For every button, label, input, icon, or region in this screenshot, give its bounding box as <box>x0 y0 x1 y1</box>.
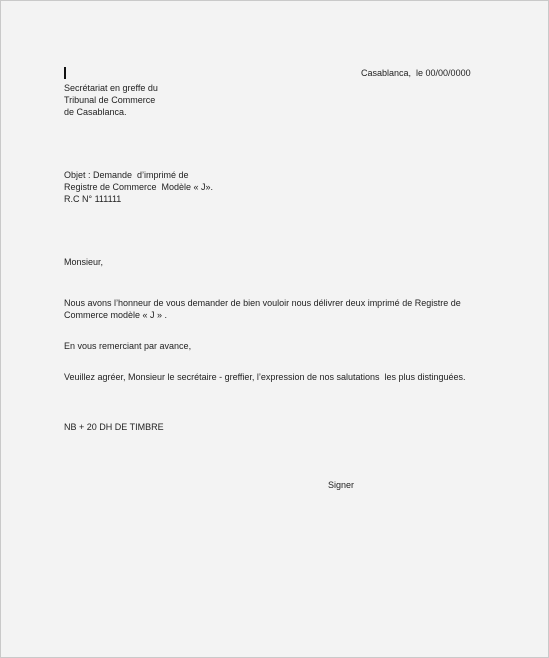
nb-text: NB + 20 DH DE TIMBRE <box>64 422 164 432</box>
thanks-paragraph <box>64 340 191 352</box>
body-line: Nous avons l’honneur de vous demander de bien vouloir nous délivrer deux imprimé de Registre de <box>64 298 461 308</box>
object-line: R.C N° 111111 <box>64 194 122 204</box>
object-block <box>64 169 213 205</box>
object-line: Registre de Commerce Modèle « J». <box>64 182 214 192</box>
object-line: Objet : Demande d’imprimé de <box>64 170 189 180</box>
recipient-address <box>64 82 158 118</box>
salutation <box>64 256 103 268</box>
salutation-text: Monsieur, <box>64 257 104 267</box>
nb-note <box>64 421 164 433</box>
place-date: Casablanca, le 00/00/0000 <box>361 68 471 78</box>
recipient-line: Secrétariat en greffe du <box>64 83 158 93</box>
signature-label: Signer <box>328 480 355 490</box>
recipient-line: Tribunal de Commerce <box>64 95 156 105</box>
thanks-text: En vous remerciant par avance, <box>64 341 192 351</box>
text-cursor <box>64 67 66 79</box>
closing-text: Veuillez agréer, Monsieur le secrétaire - greffier, l’expression de nos salutations les plus distinguées. <box>64 372 466 382</box>
recipient-line: de Casablanca. <box>64 107 127 117</box>
body-line: Commerce modèle « J » . <box>64 310 168 320</box>
body-paragraph <box>64 297 494 321</box>
closing-paragraph <box>64 371 466 383</box>
